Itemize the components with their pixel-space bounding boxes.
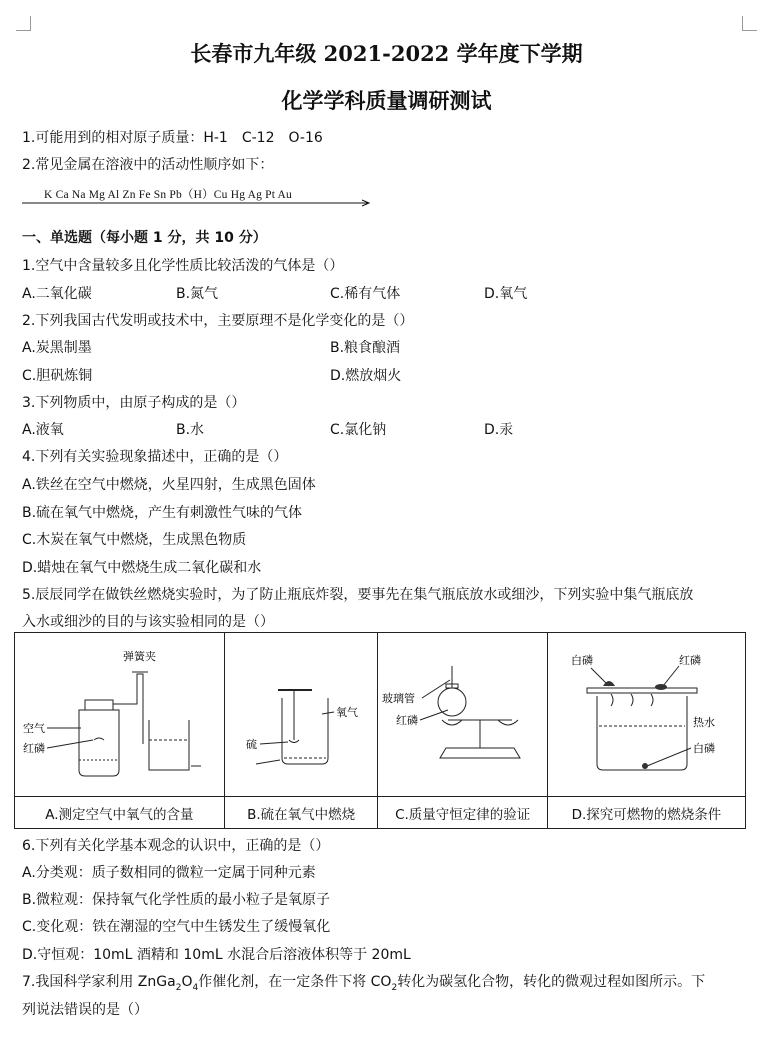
figure-d-cell <box>547 633 745 797</box>
note-atomic-mass: 1.可能用到的相对原子质量：H-1 C-12 O-16 <box>22 130 323 146</box>
figure-c-cell <box>378 633 548 797</box>
label-air: 空气 <box>23 721 46 735</box>
q4-option-d: D.蜡烛在氧气中燃烧生成二氧化碳和水 <box>22 560 262 576</box>
q4-option-a: A.铁丝在空气中燃烧，火星四射，生成黑色固体 <box>22 477 316 493</box>
corner-mark-right <box>742 16 757 31</box>
experiment-table <box>14 632 746 829</box>
caption-a: A.测定空气中氧气的含量 <box>15 797 225 829</box>
q3-option-b: B.水 <box>176 422 205 438</box>
label-white-phosphorus-top: 白磷 <box>571 653 594 667</box>
q1-option-d: D.氧气 <box>484 286 528 302</box>
figure-b-sulfur-burning <box>226 640 376 790</box>
caption-c: C.质量守恒定律的验证 <box>378 797 548 829</box>
page-subtitle: 化学学科质量调研测试 <box>281 88 492 113</box>
question-2-stem: 2.下列我国古代发明或技术中，主要原理不是化学变化的是（） <box>22 313 414 329</box>
label-sulfur: 硫 <box>246 737 258 751</box>
q2-option-a: A.炭黑制墨 <box>22 340 92 356</box>
figure-d-combustion <box>551 640 741 790</box>
q3-option-d: D.汞 <box>484 422 514 438</box>
q6-option-d: D.守恒观：10mL 酒精和 10mL 水混合后溶液体积等于 20mL <box>22 947 411 963</box>
label-red-phosphorus: 红磷 <box>23 741 46 755</box>
q7-text-c: 作催化剂，在一定条件下将 CO <box>198 974 392 990</box>
label-red-phosphorus-d: 红磷 <box>679 653 702 667</box>
question-3-stem: 3.下列物质中，由原子构成的是（） <box>22 395 246 411</box>
corner-mark-left <box>16 16 31 31</box>
page-title: 长春市九年级 2021-2022 学年度下学期 <box>190 41 583 66</box>
activity-series-arrow <box>22 199 374 207</box>
note-activity-series: 2.常见金属在溶液中的活动性顺序如下： <box>22 157 274 173</box>
q6-option-a: A.分类观：质子数相同的微粒一定属于同种元素 <box>22 865 316 881</box>
q7-sub-2: 4 <box>192 982 199 993</box>
label-spring-clip: 弹簧夹 <box>123 649 157 663</box>
q1-option-b: B.氮气 <box>176 286 219 302</box>
question-5-stem-line1: 5.辰辰同学在做铁丝燃烧实验时，为了防止瓶底炸裂，要事先在集气瓶底放水或细沙，下列实验中集气瓶底放 <box>22 587 694 603</box>
q3-option-c: C.氯化钠 <box>330 422 387 438</box>
q7-text-d: 转化为碳氢化合物，转化的微观过程如图所示。下 <box>397 974 706 990</box>
q1-option-a: A.二氧化碳 <box>22 286 92 302</box>
figure-a-air-oxygen-apparatus <box>19 640 219 790</box>
question-4-stem: 4.下列有关实验现象描述中，正确的是（） <box>22 449 288 465</box>
q7-sub-1: 2 <box>175 982 182 993</box>
label-hot-water: 热水 <box>693 715 716 729</box>
q2-option-b: B.粮食酿酒 <box>330 340 401 356</box>
figure-a-cell <box>15 633 225 797</box>
q7-text-b: O <box>181 974 193 990</box>
label-red-phosphorus-c: 红磷 <box>396 713 419 727</box>
q7-text-a: 7.我国科学家利用 ZnGa <box>22 974 176 990</box>
label-glass-tube: 玻璃管 <box>382 691 416 705</box>
q4-option-c: C.木炭在氧气中燃烧，生成黑色物质 <box>22 532 247 548</box>
question-5-stem-line2: 入水或细沙的目的与该实验相同的是（） <box>22 614 274 630</box>
label-oxygen: 氧气 <box>336 705 359 719</box>
label-white-phosphorus-bottom: 白磷 <box>693 741 716 755</box>
q7-sub-3: 2 <box>391 982 398 993</box>
figure-b-cell <box>224 633 378 797</box>
question-1-stem: 1.空气中含量较多且化学性质比较活泼的气体是（） <box>22 258 344 274</box>
question-7-stem-line2: 列说法错误的是（） <box>22 1002 148 1018</box>
q3-option-a: A.液氧 <box>22 422 64 438</box>
q6-option-c: C.变化观：铁在潮湿的空气中生锈发生了缓慢氧化 <box>22 919 331 935</box>
question-6-stem: 6.下列有关化学基本观念的认识中，正确的是（） <box>22 838 330 854</box>
section-heading: 一、单选题（每小题 1 分，共 10 分） <box>22 230 267 246</box>
caption-b: B.硫在氧气中燃烧 <box>224 797 378 829</box>
q2-option-d: D.燃放烟火 <box>330 368 402 384</box>
q6-option-b: B.微粒观：保持氧气化学性质的最小粒子是氧原子 <box>22 892 331 908</box>
q4-option-b: B.硫在氧气中燃烧，产生有刺激性气味的气体 <box>22 505 303 521</box>
caption-d: D.探究可燃物的燃烧条件 <box>547 797 745 829</box>
q2-option-c: C.胆矾炼铜 <box>22 368 93 384</box>
activity-series-text: K Ca Na Mg Al Zn Fe Sn Pb（H）Cu Hg Ag Pt Au <box>44 189 293 201</box>
question-7-stem-line1 <box>22 971 705 993</box>
figure-c-balance <box>380 640 545 790</box>
q1-option-c: C.稀有气体 <box>330 286 401 302</box>
